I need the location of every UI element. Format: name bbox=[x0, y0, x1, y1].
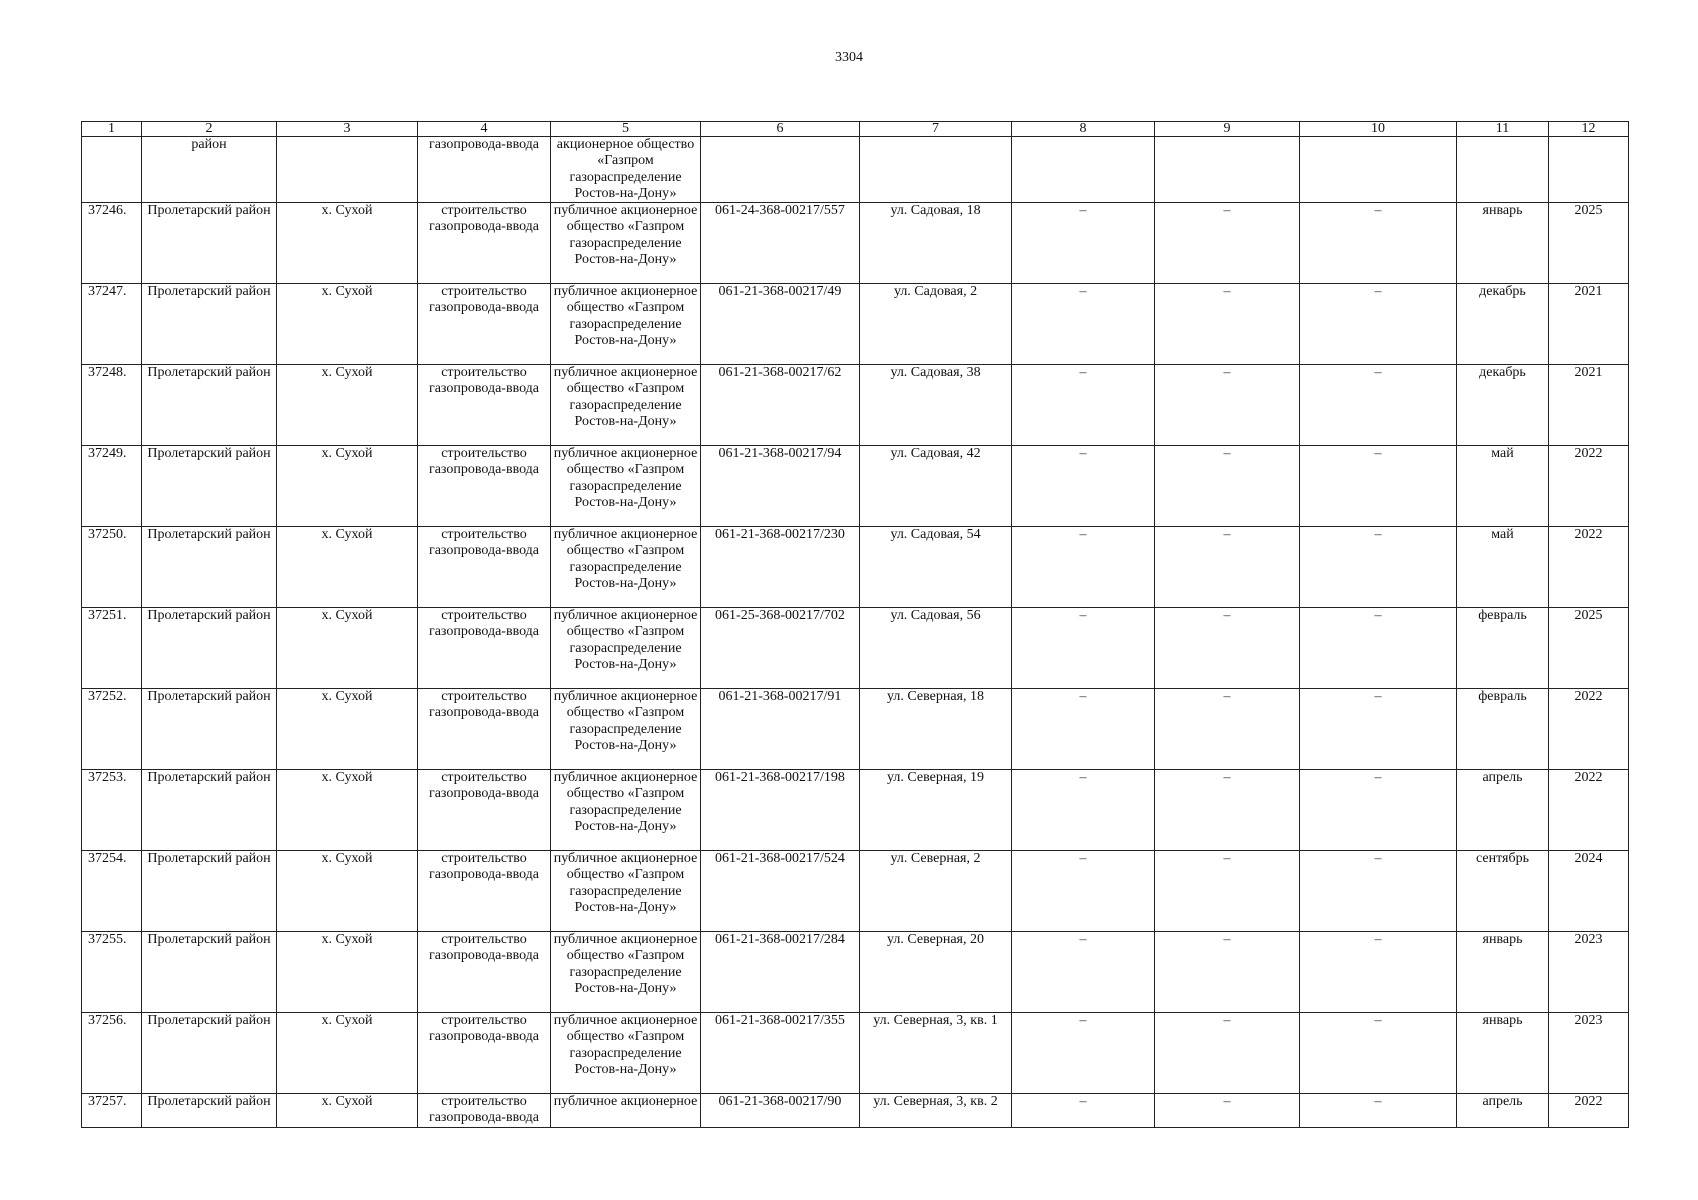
cell-col-8: – bbox=[1012, 284, 1155, 365]
cell-col-number: 37248. bbox=[82, 365, 142, 446]
cell-col-8: – bbox=[1012, 608, 1155, 689]
cell-col-request-number: 061-21-368-00217/49 bbox=[701, 284, 860, 365]
cell-col-10: – bbox=[1300, 365, 1457, 446]
header-cell-col-month: 11 bbox=[1457, 122, 1549, 137]
cell-col-work-type: строительство газопровода-ввода bbox=[418, 1094, 551, 1128]
cell-col-address bbox=[860, 137, 1012, 203]
cell-col-request-number: 061-21-368-00217/91 bbox=[701, 689, 860, 770]
cell-col-8 bbox=[1012, 137, 1155, 203]
cell-col-month: декабрь bbox=[1457, 365, 1549, 446]
cell-col-request-number: 061-21-368-00217/284 bbox=[701, 932, 860, 1013]
cell-col-8: – bbox=[1012, 446, 1155, 527]
header-cell-col-settlement: 3 bbox=[277, 122, 418, 137]
table-row bbox=[82, 203, 1629, 284]
cell-col-work-type: строительство газопровода-ввода bbox=[418, 770, 551, 851]
cell-col-10: – bbox=[1300, 689, 1457, 770]
cell-col-organization: публичное акционерное общество «Газпром газораспределение Ростов-на-Дону» bbox=[551, 770, 701, 851]
cell-col-8: – bbox=[1012, 1013, 1155, 1094]
cell-col-10: – bbox=[1300, 284, 1457, 365]
cell-col-year: 2025 bbox=[1549, 608, 1629, 689]
header-cell-col-9: 9 bbox=[1155, 122, 1300, 137]
cell-col-district: Пролетарский район bbox=[142, 365, 277, 446]
header-cell-col-number: 1 bbox=[82, 122, 142, 137]
cell-col-month: май bbox=[1457, 527, 1549, 608]
cell-col-organization: публичное акционерное общество «Газпром газораспределение Ростов-на-Дону» bbox=[551, 527, 701, 608]
cell-col-month: январь bbox=[1457, 203, 1549, 284]
cell-col-9: – bbox=[1155, 203, 1300, 284]
cell-col-10: – bbox=[1300, 203, 1457, 284]
table-row bbox=[82, 446, 1629, 527]
cell-col-district: Пролетарский район bbox=[142, 1013, 277, 1094]
cell-col-organization: публичное акционерное общество «Газпром газораспределение Ростов-на-Дону» bbox=[551, 284, 701, 365]
cell-col-district: Пролетарский район bbox=[142, 851, 277, 932]
cell-col-work-type: строительство газопровода-ввода bbox=[418, 203, 551, 284]
cell-col-month: май bbox=[1457, 446, 1549, 527]
cell-col-request-number: 061-21-368-00217/90 bbox=[701, 1094, 860, 1128]
cell-col-district: Пролетарский район bbox=[142, 1094, 277, 1128]
cell-col-10: – bbox=[1300, 932, 1457, 1013]
cell-col-organization: публичное акционерное общество «Газпром газораспределение Ростов-на-Дону» bbox=[551, 689, 701, 770]
cell-col-organization: акционерное общество «Газпром газораспределение Ростов-на-Дону» bbox=[551, 137, 701, 203]
cell-col-request-number: 061-21-368-00217/524 bbox=[701, 851, 860, 932]
cell-col-8: – bbox=[1012, 851, 1155, 932]
cell-col-number: 37251. bbox=[82, 608, 142, 689]
cell-col-district: Пролетарский район bbox=[142, 608, 277, 689]
cell-col-settlement: х. Сухой bbox=[277, 1013, 418, 1094]
cell-col-8: – bbox=[1012, 770, 1155, 851]
cell-col-year: 2022 bbox=[1549, 1094, 1629, 1128]
cell-col-8: – bbox=[1012, 203, 1155, 284]
cell-col-settlement: х. Сухой bbox=[277, 608, 418, 689]
cell-col-work-type: строительство газопровода-ввода bbox=[418, 446, 551, 527]
cell-col-address: ул. Северная, 2 bbox=[860, 851, 1012, 932]
cell-col-work-type: строительство газопровода-ввода bbox=[418, 608, 551, 689]
cell-col-month: февраль bbox=[1457, 689, 1549, 770]
cell-col-year: 2021 bbox=[1549, 284, 1629, 365]
cell-col-settlement: х. Сухой bbox=[277, 203, 418, 284]
cell-col-9: – bbox=[1155, 770, 1300, 851]
header-cell-col-organization: 5 bbox=[551, 122, 701, 137]
cell-col-settlement: х. Сухой bbox=[277, 770, 418, 851]
cell-col-request-number: 061-21-368-00217/198 bbox=[701, 770, 860, 851]
cell-col-month: сентябрь bbox=[1457, 851, 1549, 932]
cell-col-address: ул. Садовая, 42 bbox=[860, 446, 1012, 527]
cell-col-settlement: х. Сухой bbox=[277, 1094, 418, 1128]
cell-col-9: – bbox=[1155, 446, 1300, 527]
cell-col-9: – bbox=[1155, 527, 1300, 608]
cell-col-request-number: 061-21-368-00217/62 bbox=[701, 365, 860, 446]
cell-col-number: 37257. bbox=[82, 1094, 142, 1128]
header-cell-col-request-number: 6 bbox=[701, 122, 860, 137]
cell-col-10: – bbox=[1300, 851, 1457, 932]
cell-col-9: – bbox=[1155, 1094, 1300, 1128]
cell-col-year bbox=[1549, 137, 1629, 203]
cell-col-organization: публичное акционерное общество «Газпром газораспределение Ростов-на-Дону» bbox=[551, 365, 701, 446]
cell-col-8: – bbox=[1012, 689, 1155, 770]
cell-col-request-number bbox=[701, 137, 860, 203]
table-row-continuation bbox=[82, 137, 1629, 203]
cell-col-year: 2025 bbox=[1549, 203, 1629, 284]
header-cell-col-address: 7 bbox=[860, 122, 1012, 137]
cell-col-work-type: газопровода-ввода bbox=[418, 137, 551, 203]
cell-col-8: – bbox=[1012, 1094, 1155, 1128]
cell-col-9: – bbox=[1155, 689, 1300, 770]
cell-col-settlement: х. Сухой bbox=[277, 689, 418, 770]
table-header-row bbox=[82, 122, 1629, 137]
cell-col-9: – bbox=[1155, 365, 1300, 446]
table-row bbox=[82, 608, 1629, 689]
cell-col-settlement: х. Сухой bbox=[277, 365, 418, 446]
cell-col-9: – bbox=[1155, 284, 1300, 365]
cell-col-month: декабрь bbox=[1457, 284, 1549, 365]
cell-col-number: 37252. bbox=[82, 689, 142, 770]
cell-col-organization: публичное акционерное общество «Газпром газораспределение Ростов-на-Дону» bbox=[551, 608, 701, 689]
cell-col-10: – bbox=[1300, 770, 1457, 851]
cell-col-district: район bbox=[142, 137, 277, 203]
cell-col-number: 37246. bbox=[82, 203, 142, 284]
cell-col-9: – bbox=[1155, 932, 1300, 1013]
cell-col-month: апрель bbox=[1457, 770, 1549, 851]
table-row bbox=[82, 1013, 1629, 1094]
cell-col-year: 2023 bbox=[1549, 932, 1629, 1013]
cell-col-year: 2023 bbox=[1549, 1013, 1629, 1094]
table-row bbox=[82, 1094, 1629, 1128]
cell-col-district: Пролетарский район bbox=[142, 446, 277, 527]
cell-col-year: 2021 bbox=[1549, 365, 1629, 446]
cell-col-request-number: 061-25-368-00217/702 bbox=[701, 608, 860, 689]
cell-col-number: 37249. bbox=[82, 446, 142, 527]
cell-col-settlement: х. Сухой bbox=[277, 527, 418, 608]
cell-col-month bbox=[1457, 137, 1549, 203]
cell-col-number: 37247. bbox=[82, 284, 142, 365]
header-cell-col-year: 12 bbox=[1549, 122, 1629, 137]
cell-col-address: ул. Северная, 19 bbox=[860, 770, 1012, 851]
page-number: 3304 bbox=[835, 50, 863, 65]
cell-col-month: апрель bbox=[1457, 1094, 1549, 1128]
cell-col-9: – bbox=[1155, 851, 1300, 932]
cell-col-9 bbox=[1155, 137, 1300, 203]
cell-col-request-number: 061-21-368-00217/94 bbox=[701, 446, 860, 527]
cell-col-settlement: х. Сухой bbox=[277, 851, 418, 932]
cell-col-9: – bbox=[1155, 1013, 1300, 1094]
cell-col-district: Пролетарский район bbox=[142, 689, 277, 770]
cell-col-year: 2022 bbox=[1549, 770, 1629, 851]
cell-col-address: ул. Садовая, 2 bbox=[860, 284, 1012, 365]
cell-col-address: ул. Садовая, 54 bbox=[860, 527, 1012, 608]
cell-col-number: 37250. bbox=[82, 527, 142, 608]
cell-col-district: Пролетарский район bbox=[142, 203, 277, 284]
cell-col-month: январь bbox=[1457, 932, 1549, 1013]
cell-col-number bbox=[82, 137, 142, 203]
cell-col-address: ул. Северная, 3, кв. 1 bbox=[860, 1013, 1012, 1094]
cell-col-address: ул. Северная, 3, кв. 2 bbox=[860, 1094, 1012, 1128]
cell-col-work-type: строительство газопровода-ввода bbox=[418, 851, 551, 932]
header-cell-col-district: 2 bbox=[142, 122, 277, 137]
register-table bbox=[81, 121, 1629, 1128]
cell-col-work-type: строительство газопровода-ввода bbox=[418, 527, 551, 608]
cell-col-address: ул. Северная, 20 bbox=[860, 932, 1012, 1013]
cell-col-work-type: строительство газопровода-ввода bbox=[418, 365, 551, 446]
header-cell-col-10: 10 bbox=[1300, 122, 1457, 137]
cell-col-year: 2022 bbox=[1549, 689, 1629, 770]
header-cell-col-work-type: 4 bbox=[418, 122, 551, 137]
cell-col-organization: публичное акционерное общество «Газпром газораспределение Ростов-на-Дону» bbox=[551, 446, 701, 527]
table-row bbox=[82, 527, 1629, 608]
cell-col-organization: публичное акционерное общество «Газпром газораспределение Ростов-на-Дону» bbox=[551, 1013, 701, 1094]
cell-col-district: Пролетарский район bbox=[142, 527, 277, 608]
cell-col-year: 2022 bbox=[1549, 446, 1629, 527]
cell-col-request-number: 061-21-368-00217/355 bbox=[701, 1013, 860, 1094]
cell-col-number: 37256. bbox=[82, 1013, 142, 1094]
table-row bbox=[82, 365, 1629, 446]
cell-col-organization: публичное акционерное общество «Газпром газораспределение Ростов-на-Дону» bbox=[551, 203, 701, 284]
table-row bbox=[82, 689, 1629, 770]
cell-col-10: – bbox=[1300, 527, 1457, 608]
header-cell-col-8: 8 bbox=[1012, 122, 1155, 137]
cell-col-10: – bbox=[1300, 446, 1457, 527]
cell-col-work-type: строительство газопровода-ввода bbox=[418, 932, 551, 1013]
cell-col-address: ул. Садовая, 18 bbox=[860, 203, 1012, 284]
cell-col-8: – bbox=[1012, 527, 1155, 608]
cell-col-district: Пролетарский район bbox=[142, 770, 277, 851]
table-row bbox=[82, 284, 1629, 365]
cell-col-settlement: х. Сухой bbox=[277, 446, 418, 527]
cell-col-work-type: строительство газопровода-ввода bbox=[418, 1013, 551, 1094]
cell-col-number: 37255. bbox=[82, 932, 142, 1013]
cell-col-settlement: х. Сухой bbox=[277, 932, 418, 1013]
cell-col-work-type: строительство газопровода-ввода bbox=[418, 284, 551, 365]
cell-col-settlement bbox=[277, 137, 418, 203]
cell-col-10: – bbox=[1300, 608, 1457, 689]
table-row bbox=[82, 770, 1629, 851]
cell-col-work-type: строительство газопровода-ввода bbox=[418, 689, 551, 770]
cell-col-number: 37254. bbox=[82, 851, 142, 932]
cell-col-organization: публичное акционерное общество «Газпром газораспределение Ростов-на-Дону» bbox=[551, 851, 701, 932]
cell-col-10 bbox=[1300, 137, 1457, 203]
table-row bbox=[82, 851, 1629, 932]
cell-col-address: ул. Садовая, 56 bbox=[860, 608, 1012, 689]
cell-col-district: Пролетарский район bbox=[142, 284, 277, 365]
cell-col-9: – bbox=[1155, 608, 1300, 689]
table-row bbox=[82, 932, 1629, 1013]
cell-col-address: ул. Садовая, 38 bbox=[860, 365, 1012, 446]
cell-col-address: ул. Северная, 18 bbox=[860, 689, 1012, 770]
cell-col-settlement: х. Сухой bbox=[277, 284, 418, 365]
cell-col-organization: публичное акционерное bbox=[551, 1094, 701, 1128]
table-body bbox=[82, 122, 1629, 1128]
cell-col-year: 2022 bbox=[1549, 527, 1629, 608]
cell-col-10: – bbox=[1300, 1013, 1457, 1094]
cell-col-8: – bbox=[1012, 932, 1155, 1013]
cell-col-month: февраль bbox=[1457, 608, 1549, 689]
cell-col-organization: публичное акционерное общество «Газпром газораспределение Ростов-на-Дону» bbox=[551, 932, 701, 1013]
cell-col-10: – bbox=[1300, 1094, 1457, 1128]
cell-col-request-number: 061-21-368-00217/230 bbox=[701, 527, 860, 608]
cell-col-number: 37253. bbox=[82, 770, 142, 851]
cell-col-year: 2024 bbox=[1549, 851, 1629, 932]
cell-col-month: январь bbox=[1457, 1013, 1549, 1094]
cell-col-8: – bbox=[1012, 365, 1155, 446]
cell-col-request-number: 061-24-368-00217/557 bbox=[701, 203, 860, 284]
cell-col-district: Пролетарский район bbox=[142, 932, 277, 1013]
